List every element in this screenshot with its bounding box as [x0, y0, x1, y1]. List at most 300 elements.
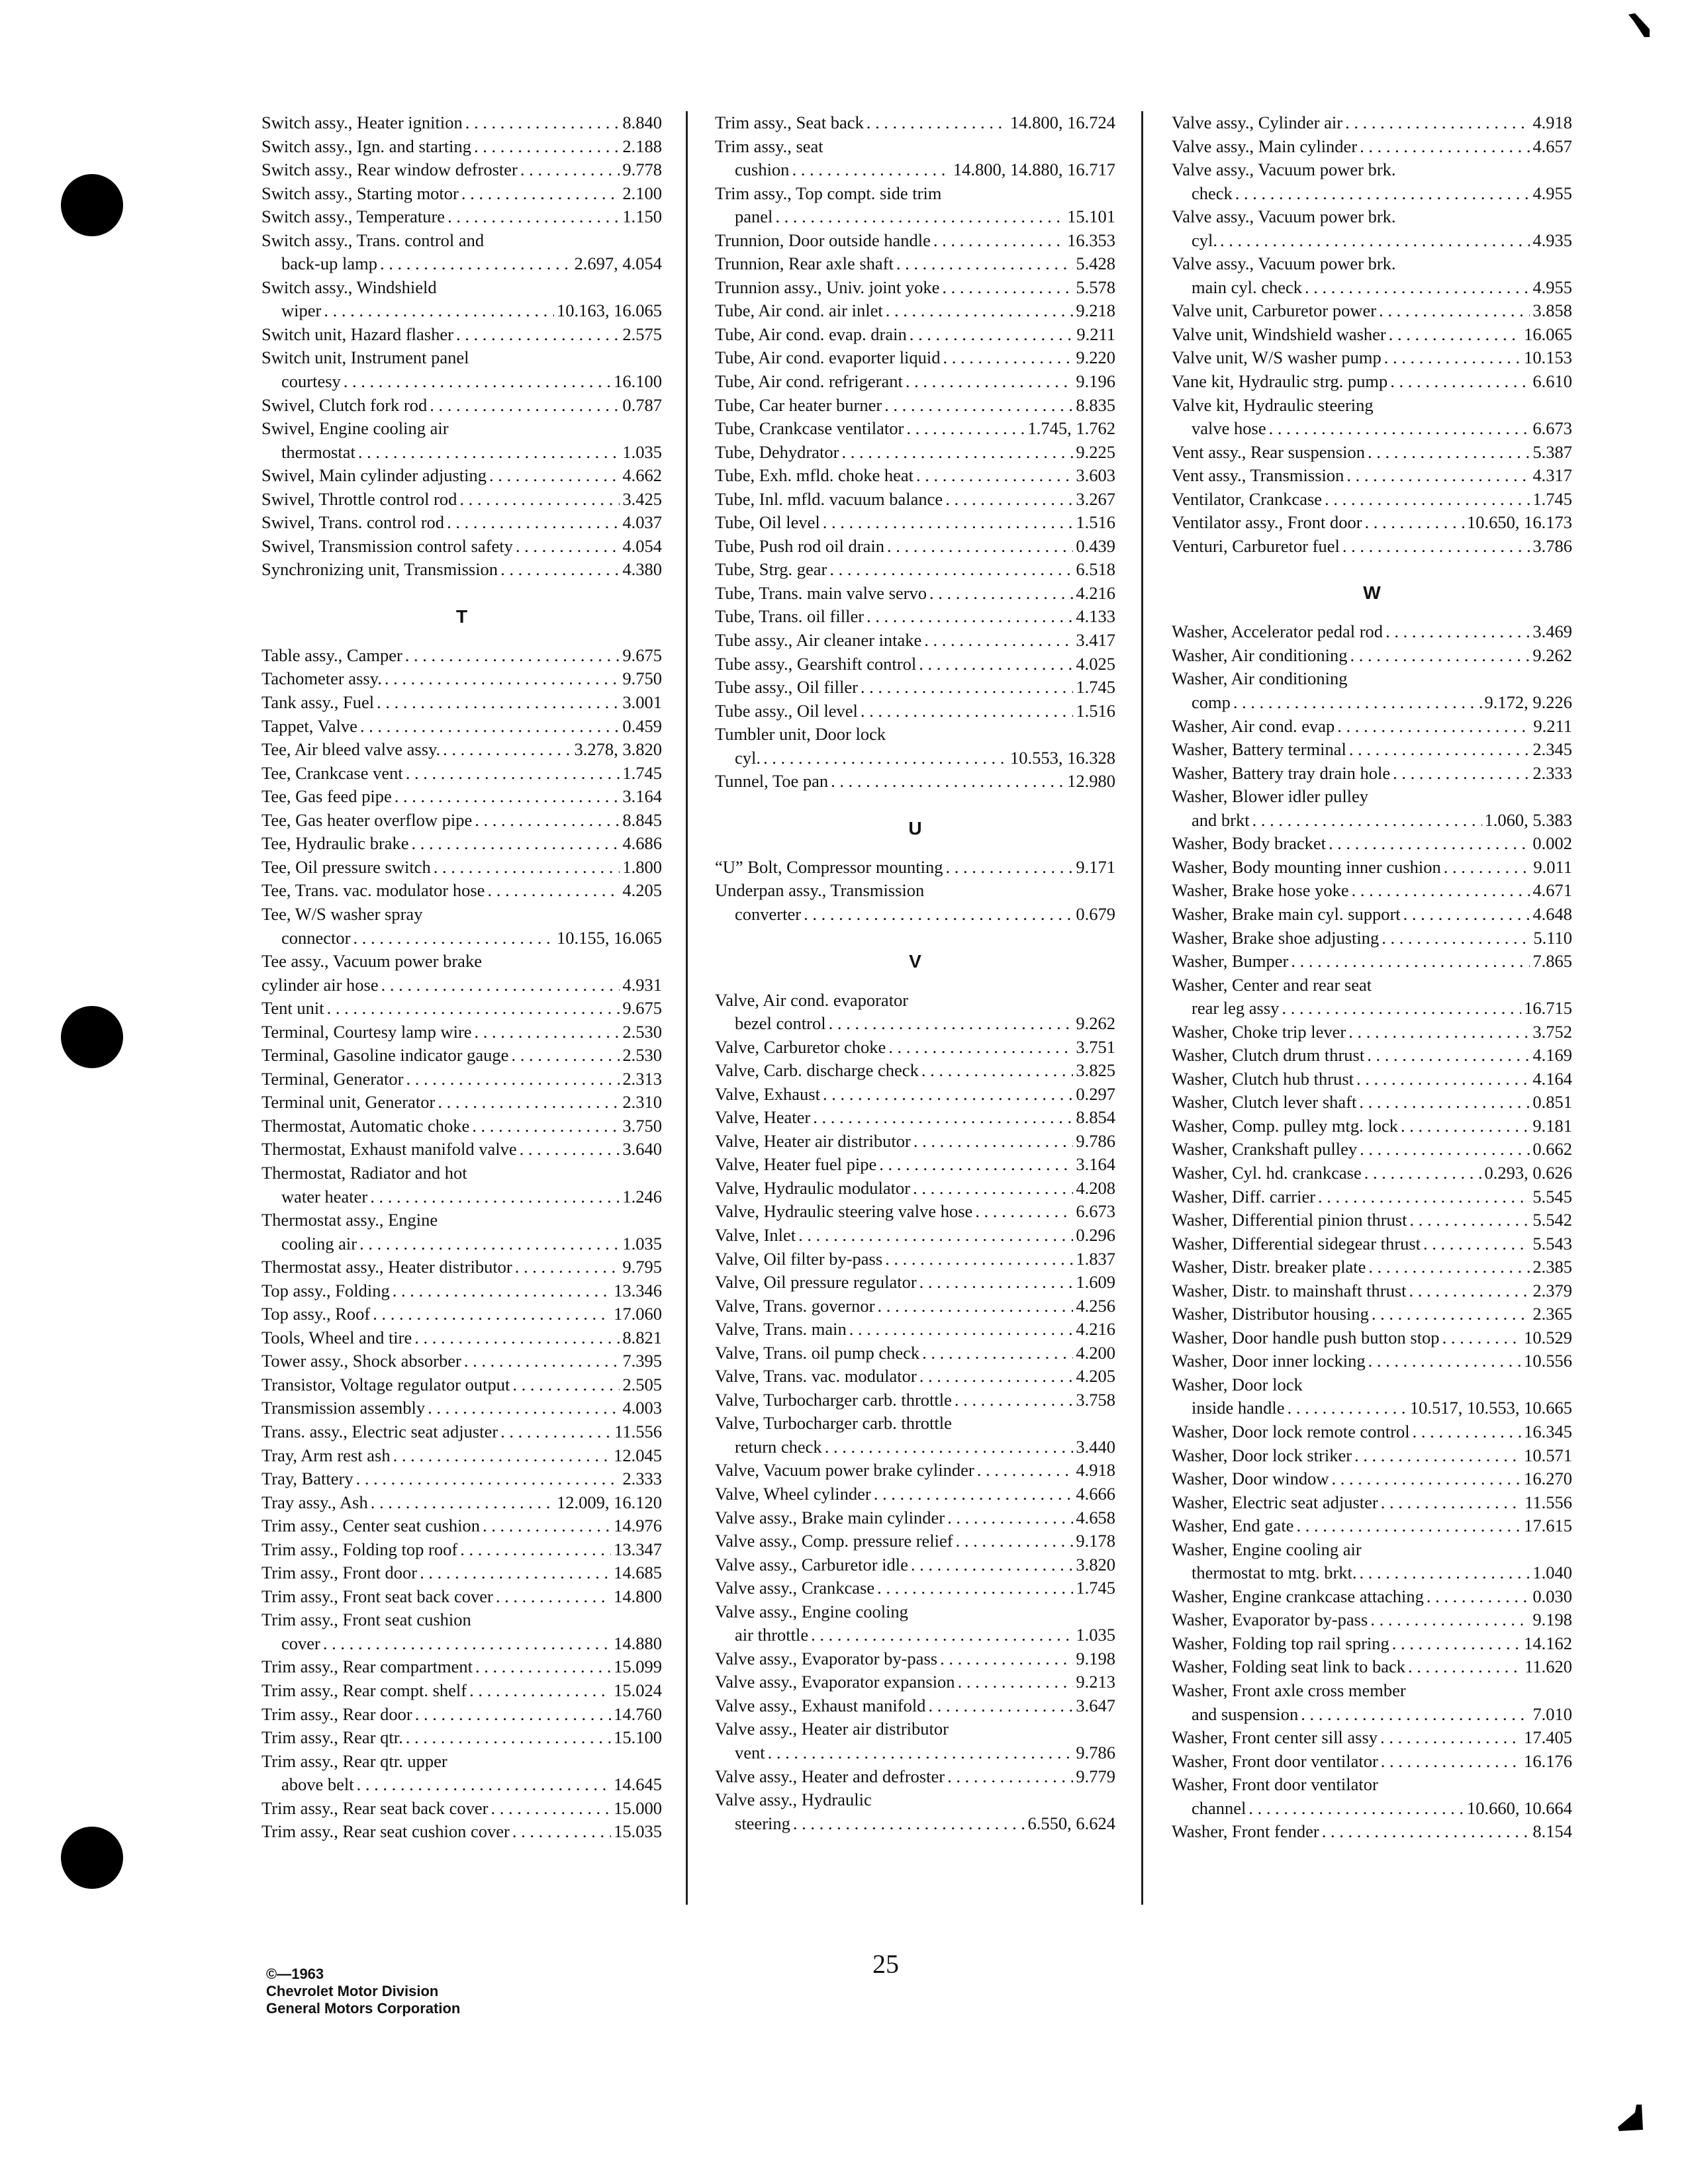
entry-reference: 10.553, 16.328 — [1010, 747, 1115, 768]
index-entry — [1172, 1349, 1572, 1373]
index-entry — [261, 1302, 662, 1326]
section-heading: W — [1363, 582, 1381, 604]
index-entry — [261, 715, 662, 739]
index-entry — [261, 1396, 662, 1420]
entry-reference: 15.000 — [614, 1797, 662, 1818]
entry-term: Valve, Exhaust — [715, 1083, 820, 1104]
dot-leader — [512, 1373, 620, 1392]
dot-leader — [1379, 299, 1530, 318]
entry-term: Tumbler unit, Door lock — [715, 724, 886, 745]
dot-leader — [921, 1059, 1074, 1077]
entry-reference: 3.758 — [1076, 1389, 1115, 1410]
entry-reference: 1.035 — [1076, 1625, 1115, 1645]
entry-term: Vent assy., Transmission — [1172, 465, 1344, 486]
entry-reference: 9.198 — [1532, 1610, 1572, 1630]
index-entry — [261, 1115, 662, 1138]
dot-leader — [1365, 511, 1464, 529]
dot-leader — [472, 1115, 620, 1133]
index-entry — [261, 1185, 662, 1209]
entry-term: Tee, Gas feed pipe — [261, 786, 392, 807]
entry-term: Washer, Front fender — [1172, 1821, 1319, 1842]
entry-reference: 2.345 — [1532, 739, 1572, 760]
entry-term: and brkt — [1192, 809, 1250, 830]
entry-reference: 9.211 — [1076, 324, 1115, 344]
entry-reference: 4.200 — [1076, 1342, 1115, 1363]
index-entry-heading — [715, 1600, 1115, 1624]
dot-leader — [1233, 691, 1482, 709]
entry-term: Washer, End gate — [1172, 1516, 1294, 1536]
entry-reference: 4.317 — [1532, 465, 1572, 486]
dot-leader — [475, 1021, 620, 1039]
entry-term: Switch unit, Instrument panel — [261, 347, 469, 368]
entry-reference: 4.164 — [1532, 1068, 1572, 1089]
entry-term: Tee, Gas heater overflow pipe — [261, 809, 473, 830]
index-entry — [261, 809, 662, 833]
index-entry — [261, 1538, 662, 1562]
entry-term: Top assy., Folding — [261, 1280, 390, 1300]
index-entry — [261, 158, 662, 182]
dot-leader — [327, 997, 620, 1015]
index-entry — [1172, 691, 1572, 715]
entry-reference: 0.787 — [622, 394, 662, 415]
entry-reference: 5.110 — [1533, 927, 1572, 948]
index-entry — [261, 394, 662, 418]
entry-term: Tube, Exh. mfld. choke heat — [715, 465, 914, 486]
entry-term: Tube, Air cond. evaporter liquid — [715, 347, 941, 368]
dot-leader — [511, 1044, 620, 1062]
dot-leader — [804, 903, 1073, 921]
dot-leader — [914, 1130, 1074, 1148]
entry-term: Transmission assembly — [261, 1398, 426, 1418]
index-entry-heading — [261, 1161, 662, 1185]
entry-term: cover — [281, 1633, 320, 1653]
dot-leader — [356, 1467, 620, 1486]
entry-reference: 4.380 — [622, 559, 662, 580]
entry-term: Terminal, Courtesy lamp wire — [261, 1021, 472, 1042]
index-column-2 — [715, 111, 1115, 1835]
dot-leader — [489, 464, 620, 482]
entry-term: return check — [735, 1436, 822, 1457]
entry-term: cyl. — [735, 747, 761, 768]
index-entry — [1172, 620, 1572, 644]
dot-leader — [874, 1482, 1074, 1501]
entry-reference: 14.800, 16.724 — [1010, 113, 1115, 132]
entry-term: Washer, Electric seat adjuster — [1172, 1492, 1378, 1512]
entry-reference: 9.225 — [1076, 441, 1115, 462]
entry-reference: 0.439 — [1076, 535, 1115, 556]
entry-reference: 4.658 — [1076, 1507, 1115, 1527]
page-number: 25 — [872, 1949, 899, 1979]
index-entry — [261, 1491, 662, 1515]
entry-reference: 8.840 — [622, 113, 662, 132]
index-entry — [261, 1773, 662, 1797]
index-entry — [715, 1765, 1115, 1789]
entry-term: Valve, Turbocharger carb. throttle — [715, 1413, 952, 1433]
index-entry — [1172, 832, 1572, 856]
index-entry — [261, 1326, 662, 1350]
entry-reference: 8.854 — [1076, 1107, 1115, 1128]
entry-reference: 9.213 — [1076, 1672, 1115, 1692]
entry-reference: 1.246 — [622, 1186, 662, 1206]
entry-reference: 5.542 — [1532, 1210, 1572, 1230]
entry-term: Trim assy., Rear qtr. — [261, 1727, 403, 1748]
entry-reference: 11.556 — [1524, 1492, 1572, 1512]
dot-leader — [884, 394, 1073, 412]
entry-term: Washer, Cyl. hd. crankcase — [1172, 1162, 1362, 1183]
entry-term: check — [1192, 183, 1233, 203]
entry-reference: 1.837 — [1076, 1248, 1115, 1269]
entry-term: Tube, Crankcase ventilator — [715, 418, 904, 439]
dot-leader — [1392, 1632, 1521, 1651]
index-entry — [261, 879, 662, 903]
entry-term: converter — [735, 903, 802, 924]
entry-term: Tunnel, Toe pan — [715, 771, 829, 792]
entry-term: Switch assy., Heater ignition — [261, 113, 463, 132]
entry-reference: 3.858 — [1532, 300, 1572, 321]
entry-reference: 3.425 — [622, 488, 662, 509]
entry-reference: 4.657 — [1532, 136, 1572, 156]
index-entry — [261, 927, 662, 950]
index-entry — [715, 1741, 1115, 1765]
entry-term: Tray, Battery — [261, 1469, 353, 1489]
entry-reference: 2.313 — [622, 1068, 662, 1089]
entry-term: Valve assy., Evaporator by-pass — [715, 1648, 938, 1668]
dot-leader — [500, 558, 620, 576]
index-entry — [715, 1647, 1115, 1671]
entry-term: Tube assy., Oil level — [715, 700, 858, 721]
entry-reference: 2.530 — [622, 1045, 662, 1066]
entry-reference: 0.002 — [1532, 833, 1572, 854]
dot-leader — [829, 1012, 1074, 1030]
entry-term: Valve, Oil pressure regulator — [715, 1272, 917, 1293]
dot-leader — [1442, 1326, 1522, 1345]
entry-term: Washer, Body bracket — [1172, 833, 1327, 854]
index-entry — [715, 111, 1115, 135]
entry-reference: 3.820 — [1076, 1554, 1115, 1574]
dot-leader — [829, 558, 1073, 576]
index-entry — [715, 1295, 1115, 1318]
index-entry — [715, 1059, 1115, 1083]
dot-leader — [867, 605, 1073, 623]
dot-leader — [887, 535, 1073, 553]
entry-reference: 2.697, 4.054 — [574, 253, 662, 274]
dot-leader — [955, 1388, 1073, 1407]
index-entry — [715, 1271, 1115, 1295]
dot-leader — [888, 1036, 1073, 1054]
index-entry-heading — [261, 950, 662, 974]
index-entry-heading — [261, 417, 662, 441]
entry-term: thermostat — [281, 441, 355, 462]
index-entry — [1172, 1820, 1572, 1844]
section-heading: U — [908, 817, 922, 839]
dot-leader — [811, 1623, 1073, 1642]
entry-reference: 0.679 — [1076, 903, 1115, 924]
entry-term: back-up lamp — [281, 253, 377, 274]
entry-reference: 15.099 — [614, 1657, 662, 1677]
section-heading: V — [909, 950, 921, 972]
entry-reference: 1.035 — [622, 1233, 662, 1253]
dot-leader — [1393, 762, 1530, 780]
index-entry — [261, 1514, 662, 1538]
index-entry — [1172, 879, 1572, 903]
index-entry — [261, 997, 662, 1021]
entry-reference: 14.800 — [614, 1586, 662, 1606]
index-entry — [261, 1373, 662, 1397]
index-entry — [1172, 135, 1572, 159]
entry-reference: 9.778 — [622, 159, 662, 180]
dot-leader — [792, 158, 950, 177]
dot-leader — [1269, 417, 1530, 435]
dot-leader — [1359, 1091, 1530, 1109]
entry-reference: 9.196 — [1076, 371, 1115, 392]
entry-term: Washer, Door lock — [1172, 1374, 1303, 1394]
entry-term: Valve assy., Engine cooling — [715, 1601, 908, 1621]
dot-leader — [353, 927, 554, 945]
dot-leader — [919, 653, 1073, 671]
index-entry — [715, 629, 1115, 653]
dot-leader — [943, 346, 1074, 365]
entry-term: Tube, Trans. oil filler — [715, 606, 865, 627]
entry-reference: 5.578 — [1076, 277, 1115, 297]
entry-reference: 6.610 — [1532, 371, 1572, 392]
dot-leader — [1364, 1161, 1482, 1180]
dot-leader — [1385, 620, 1530, 639]
dot-leader — [825, 1435, 1074, 1454]
dot-leader — [434, 856, 620, 874]
index-entry — [261, 667, 662, 691]
index-entry — [261, 1820, 662, 1844]
entry-term: Valve assy., Vacuum power brk. — [1172, 159, 1396, 180]
entry-reference: 4.169 — [1532, 1045, 1572, 1066]
dot-leader — [323, 1632, 611, 1651]
index-entry — [715, 1506, 1115, 1530]
entry-reference: 5.543 — [1532, 1233, 1572, 1253]
dot-leader — [798, 1224, 1073, 1242]
dot-leader — [1370, 1608, 1530, 1627]
dot-leader — [1342, 535, 1530, 553]
dot-leader — [447, 205, 620, 224]
dot-leader — [1408, 1655, 1522, 1674]
entry-term: Washer, Door handle push button stop — [1172, 1327, 1440, 1347]
entry-term: Tee, W/S washer spray — [261, 903, 423, 924]
index-entry — [715, 605, 1115, 629]
copyright-footer — [266, 1966, 460, 2017]
entry-term: Washer, Bumper — [1172, 951, 1289, 972]
dot-leader — [1380, 1726, 1521, 1745]
dot-leader — [1409, 1279, 1530, 1298]
dot-leader — [371, 1491, 554, 1510]
dot-leader — [1382, 927, 1530, 945]
index-entry — [715, 158, 1115, 182]
column-divider-right — [1141, 111, 1143, 1905]
entry-term: Valve assy., Brake main cylinder — [715, 1507, 945, 1527]
entry-reference: 4.955 — [1532, 183, 1572, 203]
entry-term: Valve unit, Windshield washer — [1172, 324, 1386, 344]
dot-leader — [849, 1318, 1074, 1336]
entry-term: Thermostat assy., Heater distributor — [261, 1257, 512, 1277]
dot-leader — [1360, 135, 1530, 154]
dot-leader — [1325, 488, 1530, 506]
dot-leader — [1348, 1021, 1530, 1039]
entry-term: Valve assy., Hydraulic — [715, 1790, 872, 1810]
index-entry — [261, 252, 662, 276]
index-entry — [261, 738, 662, 762]
entry-term: Tube, Trans. main valve servo — [715, 582, 927, 603]
entry-reference: 7.395 — [622, 1351, 662, 1371]
entry-reference: 9.178 — [1076, 1531, 1115, 1551]
entry-term: Washer, Choke trip lever — [1172, 1021, 1346, 1042]
entry-reference: 3.786 — [1532, 535, 1572, 556]
index-entry — [1172, 1326, 1572, 1350]
entry-reference: 3.640 — [622, 1139, 662, 1160]
entry-term: Tube, Air cond. air inlet — [715, 300, 883, 321]
index-entry — [715, 1623, 1115, 1647]
entry-term: Washer, Battery tray drain hole — [1172, 762, 1391, 783]
entry-term: Valve assy., Main cylinder — [1172, 136, 1358, 156]
section-heading: T — [455, 606, 468, 627]
entry-reference: 9.211 — [1533, 715, 1572, 736]
dot-leader — [1329, 832, 1530, 850]
entry-term: inside handle — [1192, 1398, 1285, 1418]
entry-reference: 2.379 — [1532, 1280, 1572, 1300]
entry-term: Washer, Differential sidegear thrust — [1172, 1233, 1421, 1253]
index-entry — [1172, 1396, 1572, 1420]
dot-leader — [1409, 1208, 1530, 1227]
entry-reference: 4.003 — [622, 1398, 662, 1418]
entry-term: Tube, Dehydrator — [715, 441, 839, 462]
dot-leader — [483, 1514, 611, 1533]
entry-reference: 9.220 — [1076, 347, 1115, 368]
dot-leader — [475, 809, 620, 827]
index-entry — [261, 1091, 662, 1115]
index-entry — [261, 441, 662, 465]
entry-term: Valve, Vacuum power brake cylinder — [715, 1460, 974, 1480]
dot-leader — [877, 1576, 1073, 1595]
index-entry — [715, 488, 1115, 512]
entry-term: Tower assy., Shock absorber — [261, 1351, 461, 1371]
index-entry — [715, 1553, 1115, 1577]
dot-leader — [879, 1153, 1073, 1171]
index-entry — [261, 370, 662, 394]
dot-leader — [469, 1679, 611, 1698]
entry-reference: 3.647 — [1076, 1695, 1115, 1715]
dot-leader — [516, 535, 620, 553]
dot-leader — [945, 488, 1073, 506]
entry-reference: 10.556 — [1524, 1351, 1572, 1371]
dot-leader — [958, 1670, 1074, 1689]
entry-reference: 2.333 — [1532, 762, 1572, 783]
entry-reference: 4.686 — [622, 833, 662, 854]
index-entry — [261, 644, 662, 668]
entry-term: Washer, Diff. carrier — [1172, 1186, 1316, 1206]
index-entry-heading — [715, 1412, 1115, 1435]
entry-term: Washer, Front door ventilator — [1172, 1751, 1378, 1771]
entry-reference: 4.025 — [1076, 653, 1115, 674]
entry-term: Tank assy., Fuel — [261, 692, 375, 713]
dot-leader — [496, 1585, 611, 1604]
entry-term: Valve, Oil filter by-pass — [715, 1248, 883, 1269]
entry-term: Washer, Distr. to mainshaft thrust — [1172, 1280, 1407, 1300]
entry-reference: 6.673 — [1532, 418, 1572, 439]
dot-leader — [406, 1068, 620, 1086]
dot-leader — [393, 1444, 612, 1463]
entry-term: Washer, Distributor housing — [1172, 1304, 1369, 1324]
entry-reference: 7.010 — [1532, 1704, 1572, 1724]
entry-term: Washer, Door lock striker — [1172, 1445, 1352, 1465]
entry-term: Washer, Air cond. evap — [1172, 715, 1335, 736]
entry-reference: 14.760 — [614, 1704, 662, 1724]
index-entry-heading — [1172, 785, 1572, 809]
entry-reference: 2.333 — [622, 1469, 662, 1489]
entry-term: Swivel, Throttle control rod — [261, 488, 457, 509]
entry-reference: 9.011 — [1533, 856, 1572, 877]
entry-term: Valve, Trans. governor — [715, 1295, 875, 1316]
index-entry — [715, 558, 1115, 582]
entry-reference: 1.745 — [1076, 677, 1115, 698]
index-entry — [261, 182, 662, 206]
dot-leader — [377, 691, 620, 709]
index-entry — [1172, 1444, 1572, 1468]
entry-term: Switch unit, Hazard flasher — [261, 324, 453, 344]
dot-leader — [775, 205, 1064, 224]
index-entry — [1172, 927, 1572, 950]
index-entry — [1172, 1750, 1572, 1774]
index-entry — [715, 676, 1115, 700]
entry-term: Valve kit, Hydraulic steering — [1172, 394, 1374, 415]
entry-reference: 12.009, 16.120 — [557, 1492, 662, 1512]
dot-leader — [405, 644, 620, 662]
index-entry — [1172, 488, 1572, 512]
entry-term: and suspension — [1192, 1704, 1299, 1724]
entry-term: Trunnion assy., Univ. joint yoke — [715, 277, 940, 297]
entry-reference: 14.685 — [614, 1563, 662, 1583]
index-entry — [261, 691, 662, 715]
index-entry — [1172, 111, 1572, 135]
dot-leader — [357, 1773, 611, 1792]
entry-reference: 1.060, 5.383 — [1484, 809, 1572, 830]
dot-leader — [1381, 1750, 1521, 1768]
entry-reference: 15.024 — [614, 1680, 662, 1700]
index-entry — [715, 299, 1115, 323]
entry-term: Trim assy., Center seat cushion — [261, 1516, 480, 1536]
index-entry — [715, 229, 1115, 253]
index-entry — [715, 1435, 1115, 1459]
dot-leader — [1322, 1820, 1530, 1839]
entry-term: Tube, Inl. mfld. vacuum balance — [715, 488, 943, 509]
entry-reference: 4.216 — [1076, 1319, 1115, 1340]
entry-term: Washer, Brake shoe adjusting — [1172, 927, 1380, 948]
index-entry — [715, 1365, 1115, 1388]
index-entry — [1172, 1608, 1572, 1632]
dot-leader — [1444, 856, 1531, 874]
dot-leader — [438, 1091, 620, 1109]
dot-leader — [1356, 1068, 1530, 1086]
entry-term: Washer, Air conditioning — [1172, 645, 1348, 665]
entry-term: bezel control — [735, 1013, 826, 1034]
entry-term: Vane kit, Hydraulic strg. pump — [1172, 371, 1388, 392]
entry-term: Washer, Door lock remote control — [1172, 1421, 1410, 1441]
entry-term: Valve assy., Heater air distributor — [715, 1719, 949, 1739]
entry-term: Valve, Heater fuel pipe — [715, 1154, 877, 1175]
entry-reference: 10.650, 16.173 — [1467, 512, 1572, 533]
index-entry — [715, 653, 1115, 676]
entry-reference: 16.353 — [1067, 230, 1115, 250]
index-entry — [1172, 1255, 1572, 1279]
entry-reference: 15.035 — [614, 1821, 662, 1842]
entry-term: Valve assy., Comp. pressure relief — [715, 1531, 953, 1551]
entry-term: Trim assy., Rear compt. shelf — [261, 1680, 467, 1700]
index-entry — [261, 974, 662, 997]
